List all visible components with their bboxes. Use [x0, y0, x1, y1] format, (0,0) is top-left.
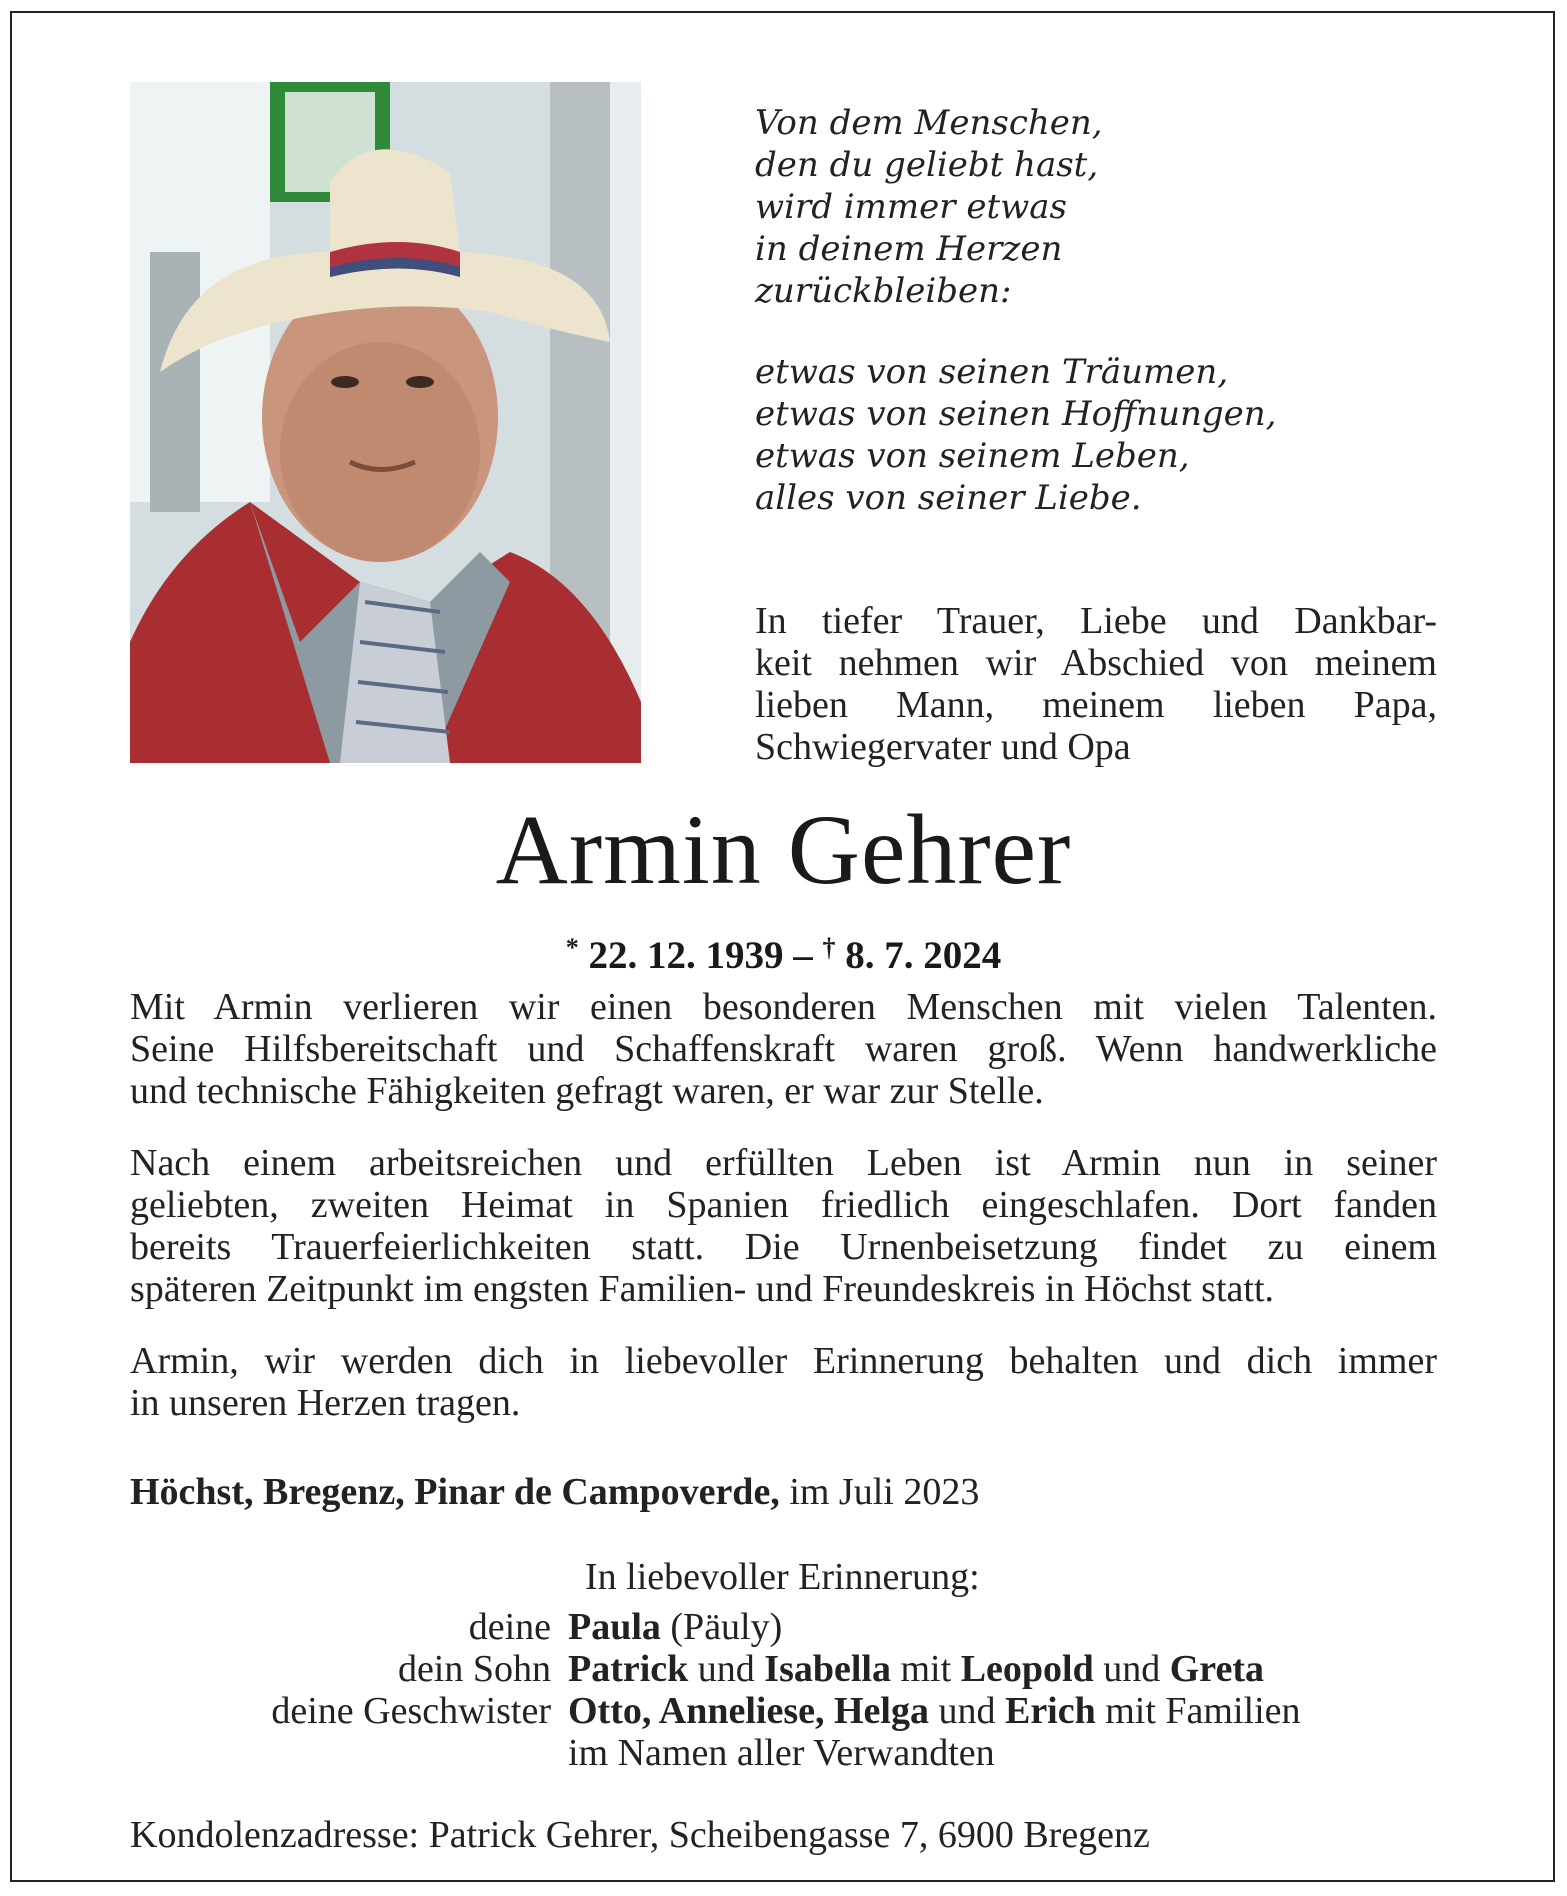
body-line: Seine Hilfsbereitschaft und Schaffenskraft waren groß. Wenn handwerkliche	[130, 1028, 1437, 1070]
birth-date: 22. 12. 1939	[588, 934, 784, 977]
memory-heading: In liebevoller Erinnerung:	[585, 1556, 980, 1598]
family-row	[130, 1606, 1460, 1648]
conjunction: und	[938, 1690, 996, 1732]
conjunction: und	[1103, 1648, 1161, 1690]
family-footnote: im Namen aller Verwandten	[568, 1732, 995, 1774]
poem-line: den du geliebt hast,	[755, 145, 1099, 185]
intro-text	[755, 600, 1437, 768]
poem-line: etwas von seinen Hoffnungen,	[755, 394, 1277, 434]
family-name: Leopold	[960, 1648, 1094, 1690]
paragraph-3	[130, 1340, 1437, 1424]
family-name: Erich	[1004, 1690, 1096, 1732]
intro-line: In tiefer Trauer, Liebe und Dankbar-	[755, 600, 1437, 642]
body-line: in unseren Herzen tragen.	[130, 1382, 521, 1424]
paragraph-1	[130, 986, 1437, 1112]
relation-label: dein Sohn	[397, 1648, 551, 1690]
family-name: Isabella	[764, 1648, 891, 1690]
obituary-body	[130, 986, 1437, 1454]
places: Höchst, Bregenz, Pinar de Campoverde,	[130, 1471, 780, 1513]
paragraph-2	[130, 1142, 1437, 1310]
poem-stanza-1	[755, 102, 1455, 312]
family-suffix: mit Familien	[1105, 1690, 1301, 1732]
body-line: und technische Fähigkeiten gefragt waren, er war zur Stelle.	[130, 1070, 1044, 1112]
poem-stanza-2	[755, 351, 1455, 519]
family-names	[568, 1648, 1460, 1690]
death-date: 8. 7. 2024	[845, 934, 1002, 977]
deceased-name: Armin Gehrer	[495, 794, 1072, 905]
family-name: Paula	[568, 1606, 661, 1648]
poem-line: wird immer etwas	[755, 187, 1067, 227]
poem-line: zurückbleiben:	[755, 271, 1012, 311]
family-row	[130, 1690, 1460, 1732]
body-line: geliebten, zweiten Heimat in Spanien friedlich eingeschlafen. Dort fanden	[130, 1184, 1437, 1226]
body-line: Mit Armin verlieren wir einen besonderen Menschen mit vielen Talenten.	[130, 986, 1437, 1028]
relation-label: deine	[468, 1606, 551, 1648]
birth-symbol: *	[565, 933, 579, 962]
poem-line: etwas von seinem Leben,	[755, 436, 1190, 476]
family-name: Patrick	[568, 1648, 689, 1690]
body-line: Armin, wir werden dich in liebevoller Erinnerung behalten und dich immer	[130, 1340, 1437, 1382]
body-line: späteren Zeitpunkt im engsten Familien- und Freundeskreis in Höchst statt.	[130, 1268, 1275, 1310]
family-row	[130, 1732, 1460, 1774]
body-line: bereits Trauerfeierlichkeiten statt. Die Urnenbeisetzung findet zu einem	[130, 1226, 1437, 1268]
date-separator: –	[793, 934, 813, 977]
family-name: Greta	[1169, 1648, 1264, 1690]
conjunction: und	[697, 1648, 755, 1690]
poem-line: in deinem Herzen	[755, 229, 1063, 269]
family-names	[568, 1690, 1460, 1732]
poem	[755, 102, 1455, 558]
family-row	[130, 1648, 1460, 1690]
life-dates	[0, 925, 1567, 979]
intro-line: Schwiegervater und Opa	[755, 726, 1131, 768]
poem-line: alles von seiner Liebe.	[755, 478, 1142, 518]
family-names	[568, 1606, 1460, 1648]
place-and-date	[130, 1469, 1437, 1515]
portrait-photo	[130, 82, 641, 763]
family-note: (Päuly)	[670, 1606, 783, 1648]
family-list	[130, 1606, 1460, 1774]
condolence-address: Kondolenzadresse: Patrick Gehrer, Scheibengasse 7, 6900 Bregenz	[130, 1814, 1150, 1856]
family-name: Otto, Anneliese, Helga	[568, 1690, 929, 1732]
poem-line: Von dem Menschen,	[755, 103, 1103, 143]
body-line: Nach einem arbeitsreichen und erfüllten Leben ist Armin nun in seiner	[130, 1142, 1437, 1184]
intro-line: lieben Mann, meinem lieben Papa,	[755, 684, 1437, 726]
death-symbol: †	[822, 933, 836, 962]
relation-label	[130, 1732, 568, 1774]
conjunction: mit	[900, 1648, 952, 1690]
poem-line: etwas von seinen Träumen,	[755, 352, 1229, 392]
relation-label: deine Geschwister	[271, 1690, 551, 1732]
intro-line: keit nehmen wir Abschied von meinem	[755, 642, 1437, 684]
date-text: im Juli 2023	[789, 1471, 980, 1513]
